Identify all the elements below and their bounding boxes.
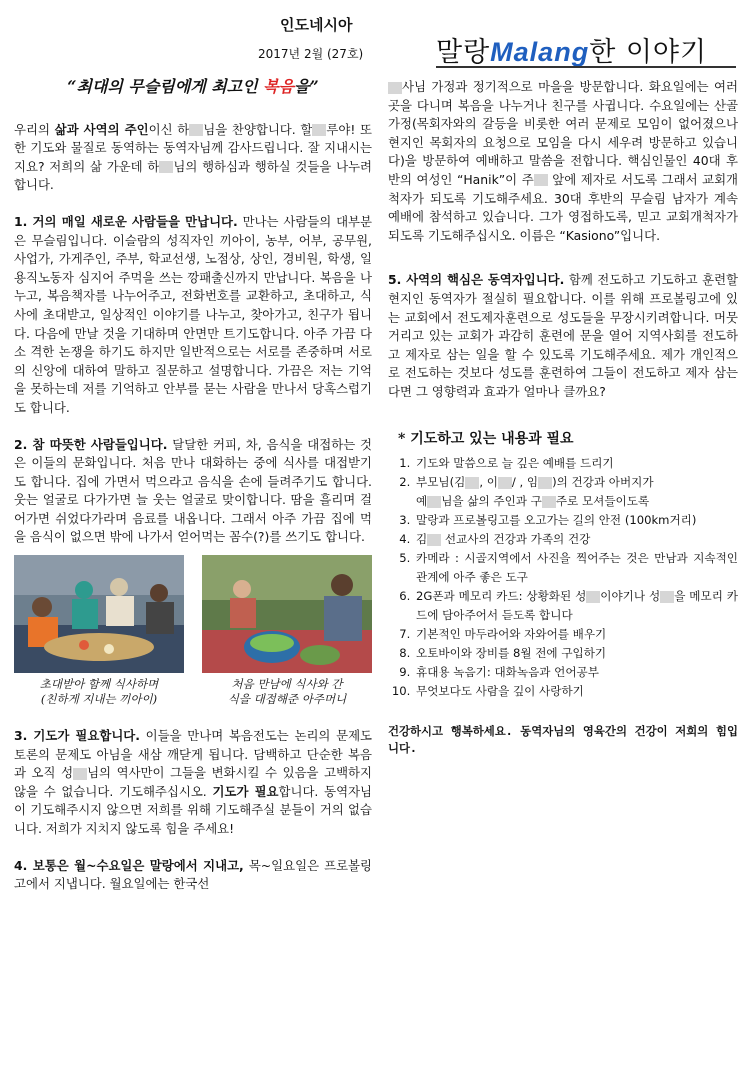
section-2-body: 달달한 커피, 차, 음식을 대접하는 것은 이들의 문화입니다. 처음 만나 대화하는 중에 식사를 대접받기도 합니다. 집에 가면서 먹으라고 음식을 손에 들려주기도 합니다. 웃는 얼굴로 다가가면 늘 웃는 얼굴로 맞이합니다. 땀을 흘리며 걸어가면 쉬었다가라며 음료를 내옵니다. 그래서 아주 가끔 집에 먹을 음식이 없으면 밖에 나가서 얻어먹는 꼼수(?)를 쓰기도 합니다. xyxy=(14,436,372,545)
headline-part1: “최대의 무슬림에게 최고인 xyxy=(67,77,264,96)
section-1-body: 만나는 사람들의 대부분은 무슬림입니다. 이슬람의 성직자인 끼아이, 농부, 어부, 공무원, 사업가, 가게주인, 주부, 학교선생, 노점상, 상인, 경비원, 학생, 일용직노동자 심지어 주먹을 쓰는 깡패출신까지 만납니다. 복음을 나누고, 복음책자를 나누어주고, 전화번호를 교환하고, 초대하고, 식사에 초대받고, 일상적인 이야기를 나누고, 찾아가고, 친구가 됩니다. 다음에 만날 것을 기대하며 안면만 트기도합니다. 아주 가끔 다소 격한 논쟁을 하기도 하지만 일반적으로는 서로를 존중하며 서로의 신앙에 대하여 말하고 질문하고 설명합니다. 가끔은 저는 기억을 못하는데 저를 기억하고 안부를 묻는 사람을 만나서 당혹스럽기도 합니다. xyxy=(14,213,372,415)
prayer-item-5-text: 카메라 : 시골지역에서 사진을 찍어주는 것은 만남과 지속적인 관계에 아주 좋은 도구 xyxy=(416,551,738,585)
prayer-item xyxy=(414,682,738,701)
headline-part2: 을” xyxy=(294,77,319,96)
photo-2-caption-line1: 처음 만남에 식사와 간 xyxy=(231,677,343,692)
prayer-item xyxy=(414,530,738,549)
prayer-item xyxy=(414,511,738,530)
prayer-item-2-text-e: 예 xyxy=(416,494,428,509)
prayer-item-10-text: 무엇보다도 사람을 깊이 사랑하기 xyxy=(416,684,584,699)
redaction-mark xyxy=(465,477,479,489)
prayer-item-3-text: 말랑과 프로볼링고를 오고가는 길의 안전 (100km거리) xyxy=(416,513,697,528)
prayer-item xyxy=(414,587,738,625)
issue-date: 2017년 2월 (27호) xyxy=(258,47,364,61)
prayer-item-8-text: 오토바이와 장비를 8월 전에 구입하기 xyxy=(416,646,607,661)
headline xyxy=(14,78,372,97)
prayer-item-1-text: 기도와 말씀으로 늘 깊은 예배를 드리기 xyxy=(416,456,614,471)
prayer-item-7-text: 기본적인 마두라어와 자와어를 배우기 xyxy=(416,627,607,642)
left-column xyxy=(14,78,372,912)
photo-2 xyxy=(202,555,372,707)
title-post: 한 이야기 xyxy=(589,37,708,68)
prayer-item-6-text-a: 2G폰과 메모리 카드: 상황화된 성 xyxy=(416,589,587,604)
section-5-body: 함께 전도하고 기도하고 훈련할 현지인 동역자가 절실히 필요합니다. 이를 위해 프로볼링고에 있는 교회에서 전도제자훈련으로 성도들을 무장시키려합니다. 머뭇거리고 있는 교회가 과감히 훈련에 문을 열어 지역사회를 전도하고 제자로 삼는 일을 할 수 있도록 기도해주세요. 제가 개인적으로 전도하는 것보다 성도를 훈련하여 그들이 전도하고 제자 삼는다면 그 영향력과 효과가 얼마나 클까요? xyxy=(388,272,739,399)
prayer-item-6-text-b: 이야기나 성 xyxy=(600,589,661,604)
title-underline xyxy=(436,66,736,68)
redaction-mark xyxy=(660,591,674,603)
prayer-item xyxy=(414,663,738,682)
section-4-body3: 앞에 제자로 서도록 그래서 교회개척자가 되도록 기도해주세요. 30대 후반의 무슬림 남자가 계속 예배에 참석하고 있습니다. 그가 영접하도록, 믿고 교회개척자가 되도록 기도해주십시오. 이름은 “Kasiono”입니다. xyxy=(388,171,739,243)
redaction-mark xyxy=(538,477,552,489)
photo-1-caption-line1: 초대받아 함께 식사하며 xyxy=(39,677,159,692)
redaction-mark xyxy=(498,477,512,489)
redaction-mark xyxy=(427,534,441,546)
photo-row xyxy=(14,555,372,707)
title-latin: Malang xyxy=(490,37,590,67)
closing-message: 건강하시고 행복하세요. 동역자님의 영육간의 건강이 저희의 힘입니다. xyxy=(388,724,738,756)
photo-2-image xyxy=(202,555,372,673)
section-1 xyxy=(14,213,372,418)
redaction-mark xyxy=(73,768,87,780)
prayer-list xyxy=(388,454,738,701)
prayer-item xyxy=(414,644,738,663)
section-1-heading: 1. 거의 매일 새로운 사람들을 만납니다. xyxy=(14,213,238,229)
section-4-body1-left: 목~일요일은 프로볼링고에서 지냅니다. 월요일에는 한국선 xyxy=(14,857,372,892)
section-3-body3: 합니다. 동역자님이 기도해주시지 않으면 저희를 위해 기도해주실 분들이 거의 없습니다. 저희가 지치지 않도록 힘을 주세요! xyxy=(14,783,373,837)
prayer-item xyxy=(414,549,738,587)
section-3 xyxy=(14,727,372,839)
intro-t1: 우리의 xyxy=(14,121,55,137)
photo-2-caption xyxy=(202,677,372,707)
prayer-item-2-text-f: 님을 삶의 주인과 구 xyxy=(441,494,542,509)
intro-t3: 님을 찬양합니다. 할 xyxy=(203,121,313,137)
right-column xyxy=(388,78,738,757)
section-3-body2: 님의 역사만이 그들을 변화시킬 수 있음을 고백하지 않을 수 없습니다. 기도해주십시오. xyxy=(14,765,372,799)
section-2-heading: 2. 참 따뜻한 사람들입니다. xyxy=(14,436,168,452)
redaction-mark xyxy=(542,496,556,508)
redaction-mark xyxy=(534,174,548,186)
prayer-item-2-text-g: 주로 모셔들이도록 xyxy=(555,494,650,509)
redaction-mark xyxy=(189,124,203,136)
photo-1-caption-line2: (친하게 지내는 끼아이) xyxy=(40,692,158,707)
photo-1 xyxy=(14,555,184,707)
intro-t2: 이신 하 xyxy=(148,121,190,137)
prayer-item-9-text: 휴대용 녹음기: 대화녹음과 언어공부 xyxy=(416,665,599,680)
prayer-item-4-text-b: 선교사의 건강과 가족의 건강 xyxy=(441,532,591,547)
prayer-item-2-text-c: / , 임 xyxy=(511,475,539,490)
redaction-mark xyxy=(388,82,402,94)
section-3-bold: 기도가 필요 xyxy=(212,783,279,799)
prayer-item xyxy=(414,454,738,473)
photo-2-caption-line2: 식을 대접해준 아주머니 xyxy=(227,692,347,707)
intro-bold: 삶과 사역의 주인 xyxy=(54,121,149,137)
section-4-heading: 4. 보통은 월~수요일은 말랑에서 지내고, xyxy=(14,857,244,873)
photo-1-caption xyxy=(14,677,184,707)
prayer-item-2-text-d: )의 건강과 아버지가 xyxy=(552,475,654,490)
redaction-mark xyxy=(427,496,441,508)
section-4-continued xyxy=(388,78,738,245)
prayer-list-title: * 기도하고 있는 내용과 필요 xyxy=(398,430,574,447)
section-4-start xyxy=(14,857,372,894)
prayer-item-2-text-b: , 이 xyxy=(479,475,498,490)
prayer-item xyxy=(414,625,738,644)
section-2 xyxy=(14,436,372,548)
redaction-mark xyxy=(159,161,173,173)
prayer-item-6-text-c: 을 메모리 카드에 담아주어서 듣도록 합니다 xyxy=(416,589,738,623)
section-5-heading: 5. 사역의 핵심은 동역자입니다. xyxy=(388,272,565,288)
headline-highlight: 복음 xyxy=(263,77,295,96)
section-3-heading: 3. 기도가 필요합니다. xyxy=(14,728,140,744)
photo-1-image xyxy=(14,555,184,673)
country-label: 인도네시아 xyxy=(280,16,353,34)
section-4-body2: 사님 가정과 정기적으로 마을을 방문합니다. 화요일에는 여러 곳을 다니며 복음을 나누거나 친구를 사귑니다. 수요일에는 산골가정(목회자와의 갈등을 비롯한 여러 문제로 모임이 없어졌으나 현지인 목회자의 요청으로 모임을 다시 세우려 방문하고 있습니다)을 방문하여 예배하고 말씀을 전합니다. 핵심인물인 40대 후반의 여성인 “Hanik”이 주 xyxy=(388,79,738,187)
section-5 xyxy=(388,271,738,401)
section-3-body1: 이들을 만나며 복음전도는 논리의 문제도 토론의 문제도 아님을 새삼 깨닫게 됩니다. 담백하고 단순한 복음과 오직 성 xyxy=(14,728,373,781)
redaction-mark xyxy=(312,124,326,136)
prayer-item-2-text-a: 부모님(김 xyxy=(416,475,466,490)
intro-paragraph xyxy=(14,121,372,195)
newsletter-title xyxy=(436,30,707,69)
prayer-item-4-text-a: 김 xyxy=(416,532,428,547)
prayer-item xyxy=(414,473,738,511)
title-pre: 말랑 xyxy=(436,37,491,68)
intro-t5: 님의 행하심과 행하실 것들을 나누려합니다. xyxy=(14,158,373,193)
intro-t4: 루야! 또한 기도와 물질로 동역하는 동역자님께 감사드립니다. 잘 지내시는지요? 저희의 삶 가운데 하 xyxy=(14,121,372,174)
redaction-mark xyxy=(586,591,600,603)
